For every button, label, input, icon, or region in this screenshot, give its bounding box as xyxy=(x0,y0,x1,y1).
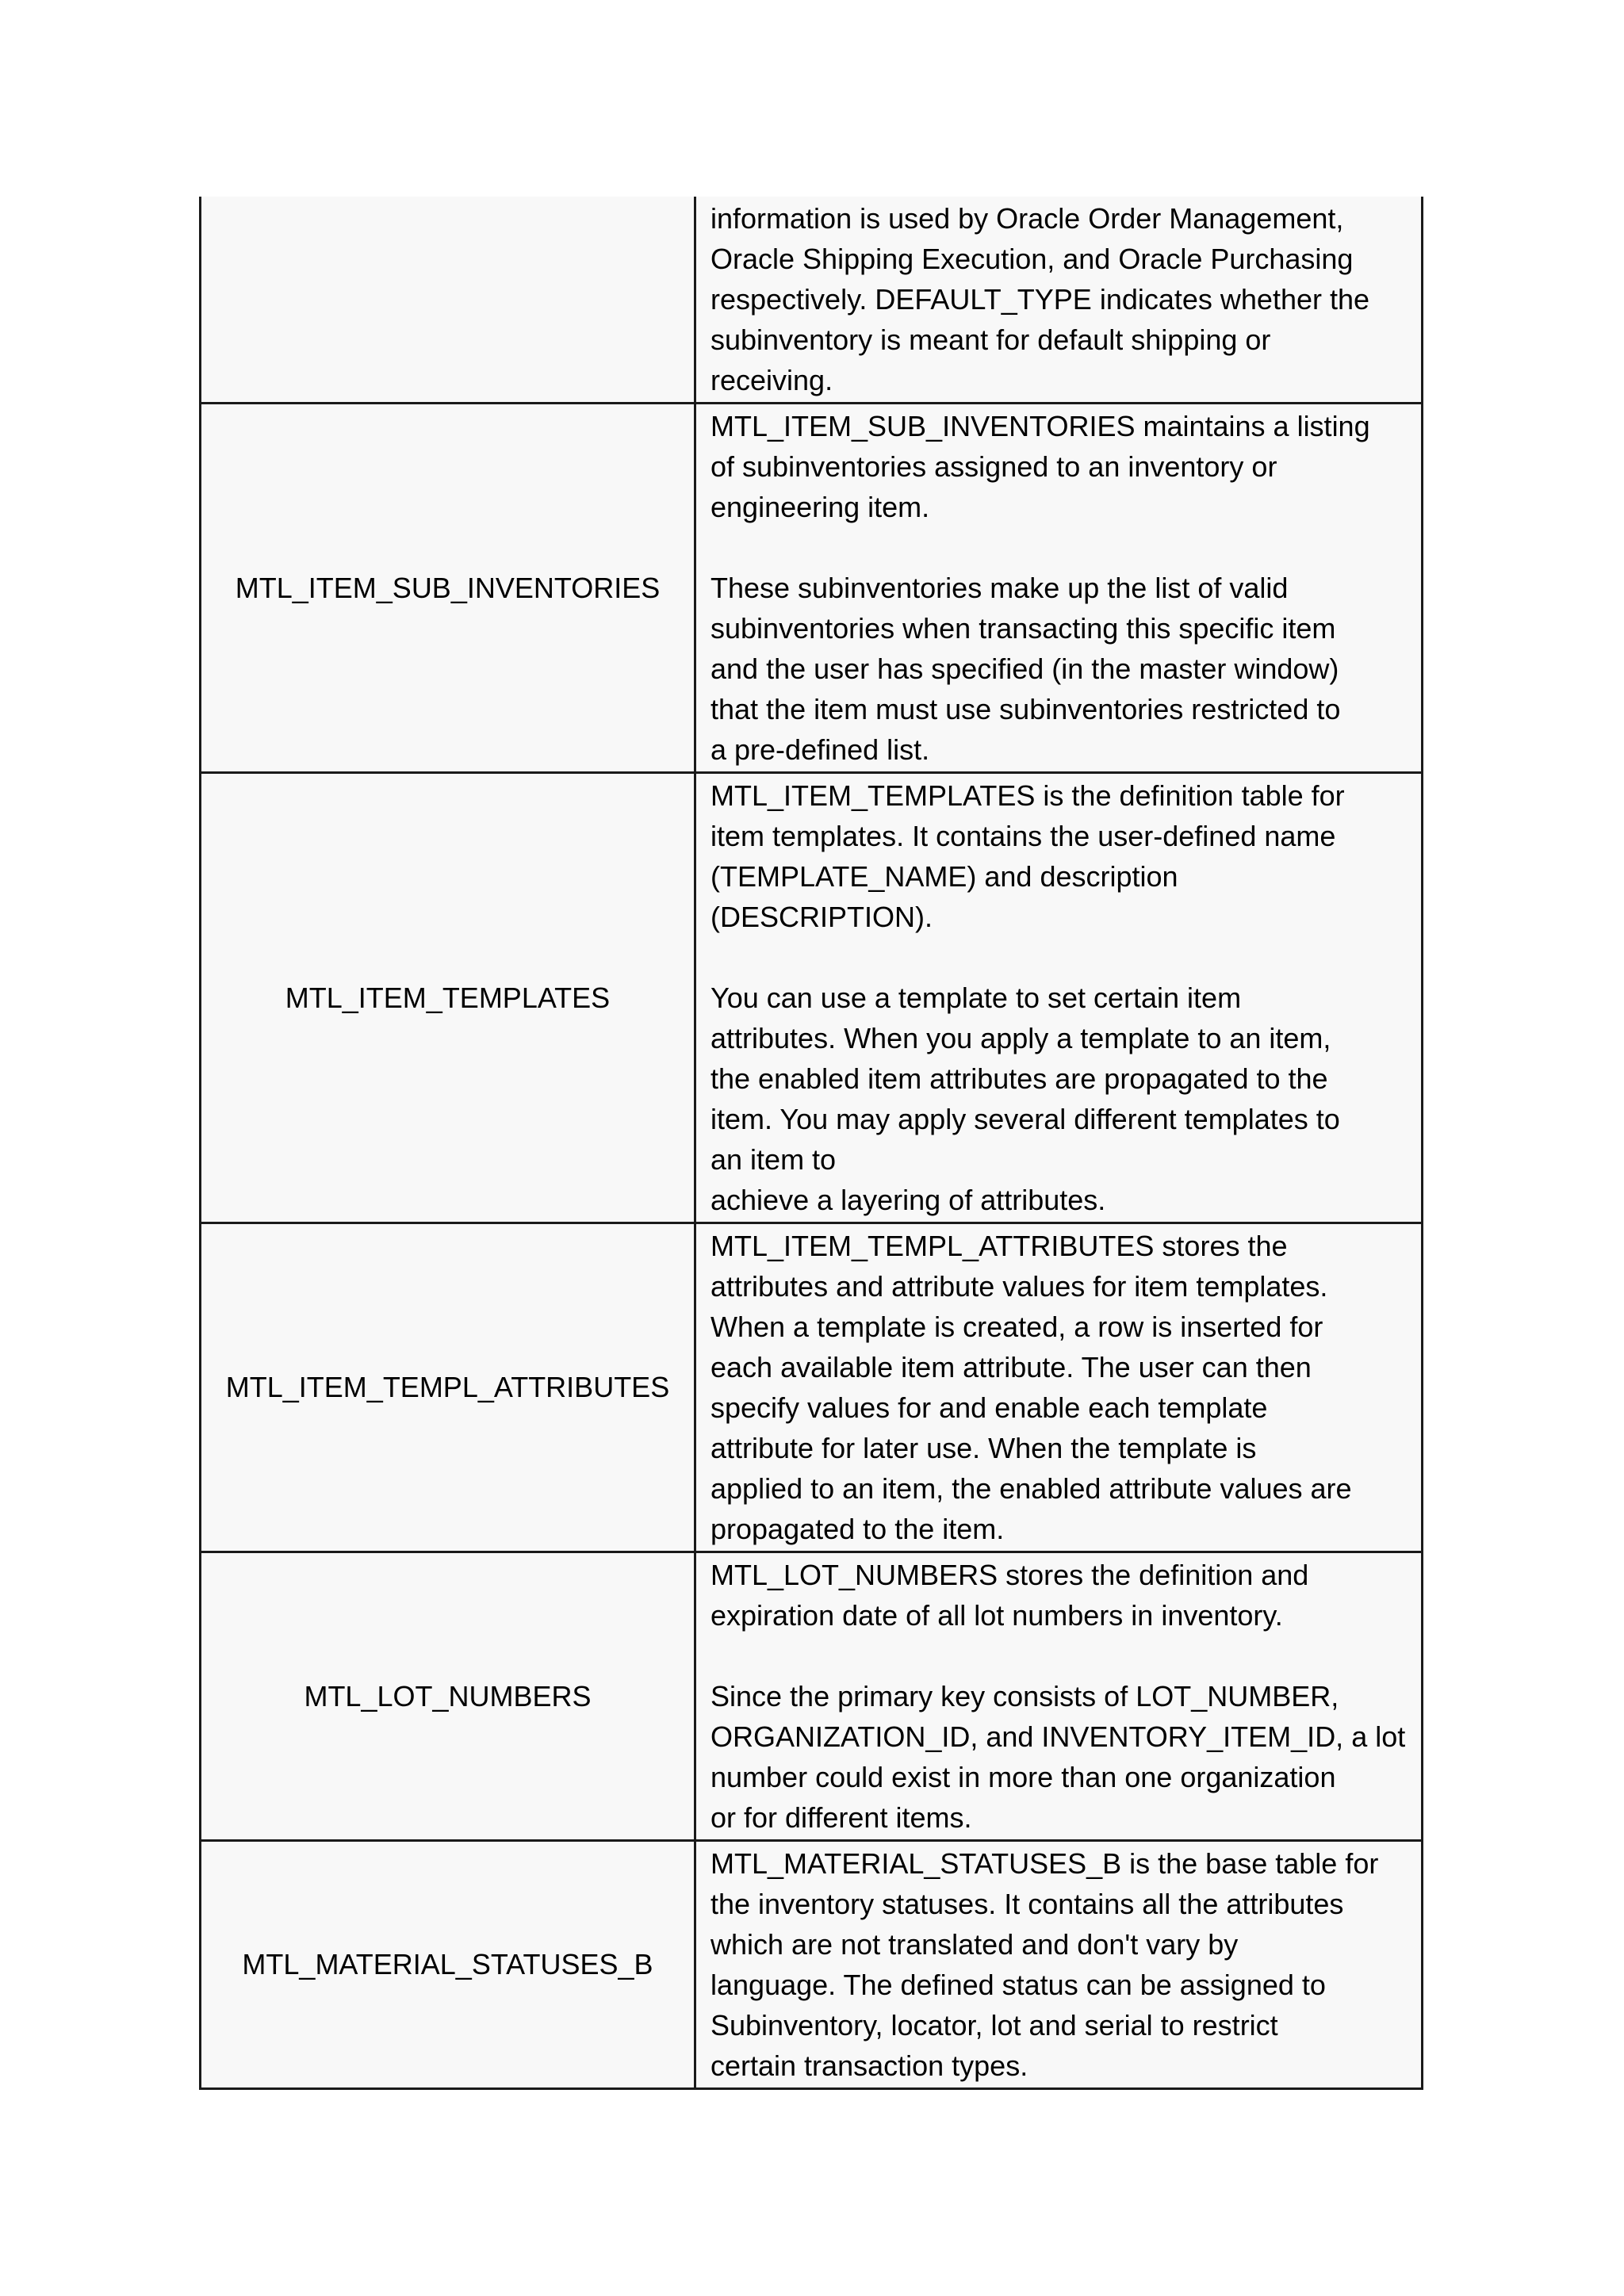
table-name-cell: MTL_LOT_NUMBERS xyxy=(201,1552,695,1841)
table-description-cell: MTL_MATERIAL_STATUSES_B is the base table for the inventory statuses. It contains all the attributes which are not translated and don't vary by language. The defined status can be assigned to Subinventory, locator, lot and serial to restrict certain transaction types. xyxy=(695,1841,1423,2089)
document-table xyxy=(199,197,1423,2090)
table-description-cell: MTL_LOT_NUMBERS stores the definition and expiration date of all lot numbers in inventory. Since the primary key consists of LOT_NUMBER, ORGANIZATION_ID, and INVENTORY_ITEM_ID, a lot number could exist in more than one organization or for different items. xyxy=(695,1552,1423,1841)
table-row xyxy=(201,1841,1423,2089)
table-row xyxy=(201,1552,1423,1841)
table-description-cell: MTL_ITEM_TEMPLATES is the definition table for item templates. It contains the user-defined name (TEMPLATE_NAME) and description (DESCRIPTION). You can use a template to set certain item attributes. When you apply a template to an item, the enabled item attributes are propagated to the item. You may apply several different templates to an item to achieve a layering of attributes. xyxy=(695,773,1423,1223)
table-name-cell: MTL_ITEM_TEMPLATES xyxy=(201,773,695,1223)
table-name-cell xyxy=(201,197,695,404)
table-row xyxy=(201,197,1423,404)
table-row xyxy=(201,404,1423,773)
table-name-cell: MTL_MATERIAL_STATUSES_B xyxy=(201,1841,695,2089)
table-name-cell: MTL_ITEM_TEMPL_ATTRIBUTES xyxy=(201,1223,695,1552)
table-description-cell: MTL_ITEM_SUB_INVENTORIES maintains a listing of subinventories assigned to an inventory or engineering item. These subinventories make up the list of valid subinventories when transacting this specific item and the user has specified (in the master window) that the item must use subinventories restricted to a pre-defined list. xyxy=(695,404,1423,773)
table-description-cell: MTL_ITEM_TEMPL_ATTRIBUTES stores the attributes and attribute values for item templates. When a template is created, a row is inserted for each available item attribute. The user can then specify values for and enable each template attribute for later use. When the template is applied to an item, the enabled attribute values are propagated to the item. xyxy=(695,1223,1423,1552)
table-name-cell: MTL_ITEM_SUB_INVENTORIES xyxy=(201,404,695,773)
table-row xyxy=(201,1223,1423,1552)
table-row xyxy=(201,773,1423,1223)
table-description-cell: information is used by Oracle Order Management, Oracle Shipping Execution, and Oracle Purchasing respectively. DEFAULT_TYPE indicates whether the subinventory is meant for default shipping or receiving. xyxy=(695,197,1423,404)
